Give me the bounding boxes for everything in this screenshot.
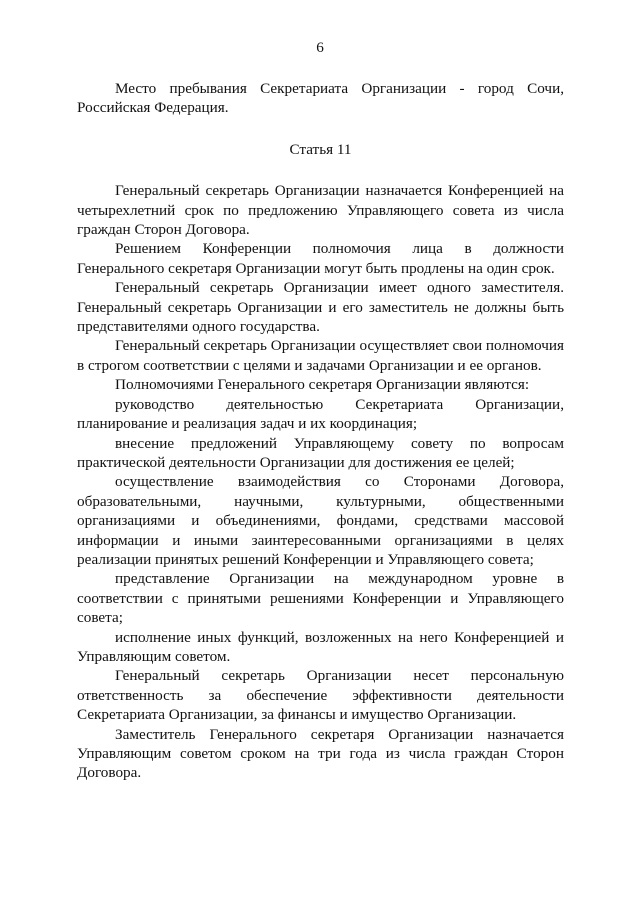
paragraph-powers-scope: Генеральный секретарь Организации осуществляет свои полномочия в строгом соответствии с целями и задачами Организации и ее органов. [77,337,564,374]
list-item-other-functions: исполнение иных функций, возложенных на него Конференцией и Управляющим советом. [77,628,564,665]
paragraph-responsibility: Генеральный секретарь Организации несет персональную ответственность за обеспечение эффективности деятельности Секретариата Организации, за финансы и имущество Организации. [77,667,564,724]
list-item-representation: представление Организации на международном уровне в соответствии с принятыми решениями Конференции и Управляющего совета; [77,570,564,627]
list-item-proposals: внесение предложений Управляющему совету по вопросам практической деятельности Организации для достижения ее целей; [77,434,564,471]
document-body [77,79,564,783]
page-number: 6 [316,39,324,56]
paragraph-appointment: Генеральный секретарь Организации назначается Конференцией на четырехлетний срок по предложению Управляющего совета из числа граждан Сторон Договора. [77,182,564,239]
article-title: Статья 11 [289,140,352,158]
paragraph-powers-list-intro: Полномочиями Генерального секретаря Организации являются: [115,376,530,394]
paragraph-deputy: Генеральный секретарь Организации имеет одного заместителя. Генеральный секретарь Организации и его заместитель не должны быть представителями одного государства. [77,279,564,336]
paragraph-deputy-appointment: Заместитель Генерального секретаря Организации назначается Управляющим советом сроком на три года из числа граждан Сторон Договора. [77,725,564,782]
list-item-cooperation: осуществление взаимодействия со Сторонами Договора, образовательными, научными, культурными, общественными организациями и объединениями, фондами, средствами массовой информации и иными заинтересованными организациями в целях реализации принятых решений Конференции и Управляющего совета; [77,473,564,568]
paragraph-extension: Решением Конференции полномочия лица в должности Генерального секретаря Организации могут быть продлены на один срок. [77,240,564,277]
intro-paragraph: Место пребывания Секретариата Организации - город Сочи, Российская Федерация. [77,80,564,117]
list-item-management: руководство деятельностью Секретариата Организации, планирование и реализация задач и их координация; [77,395,564,433]
